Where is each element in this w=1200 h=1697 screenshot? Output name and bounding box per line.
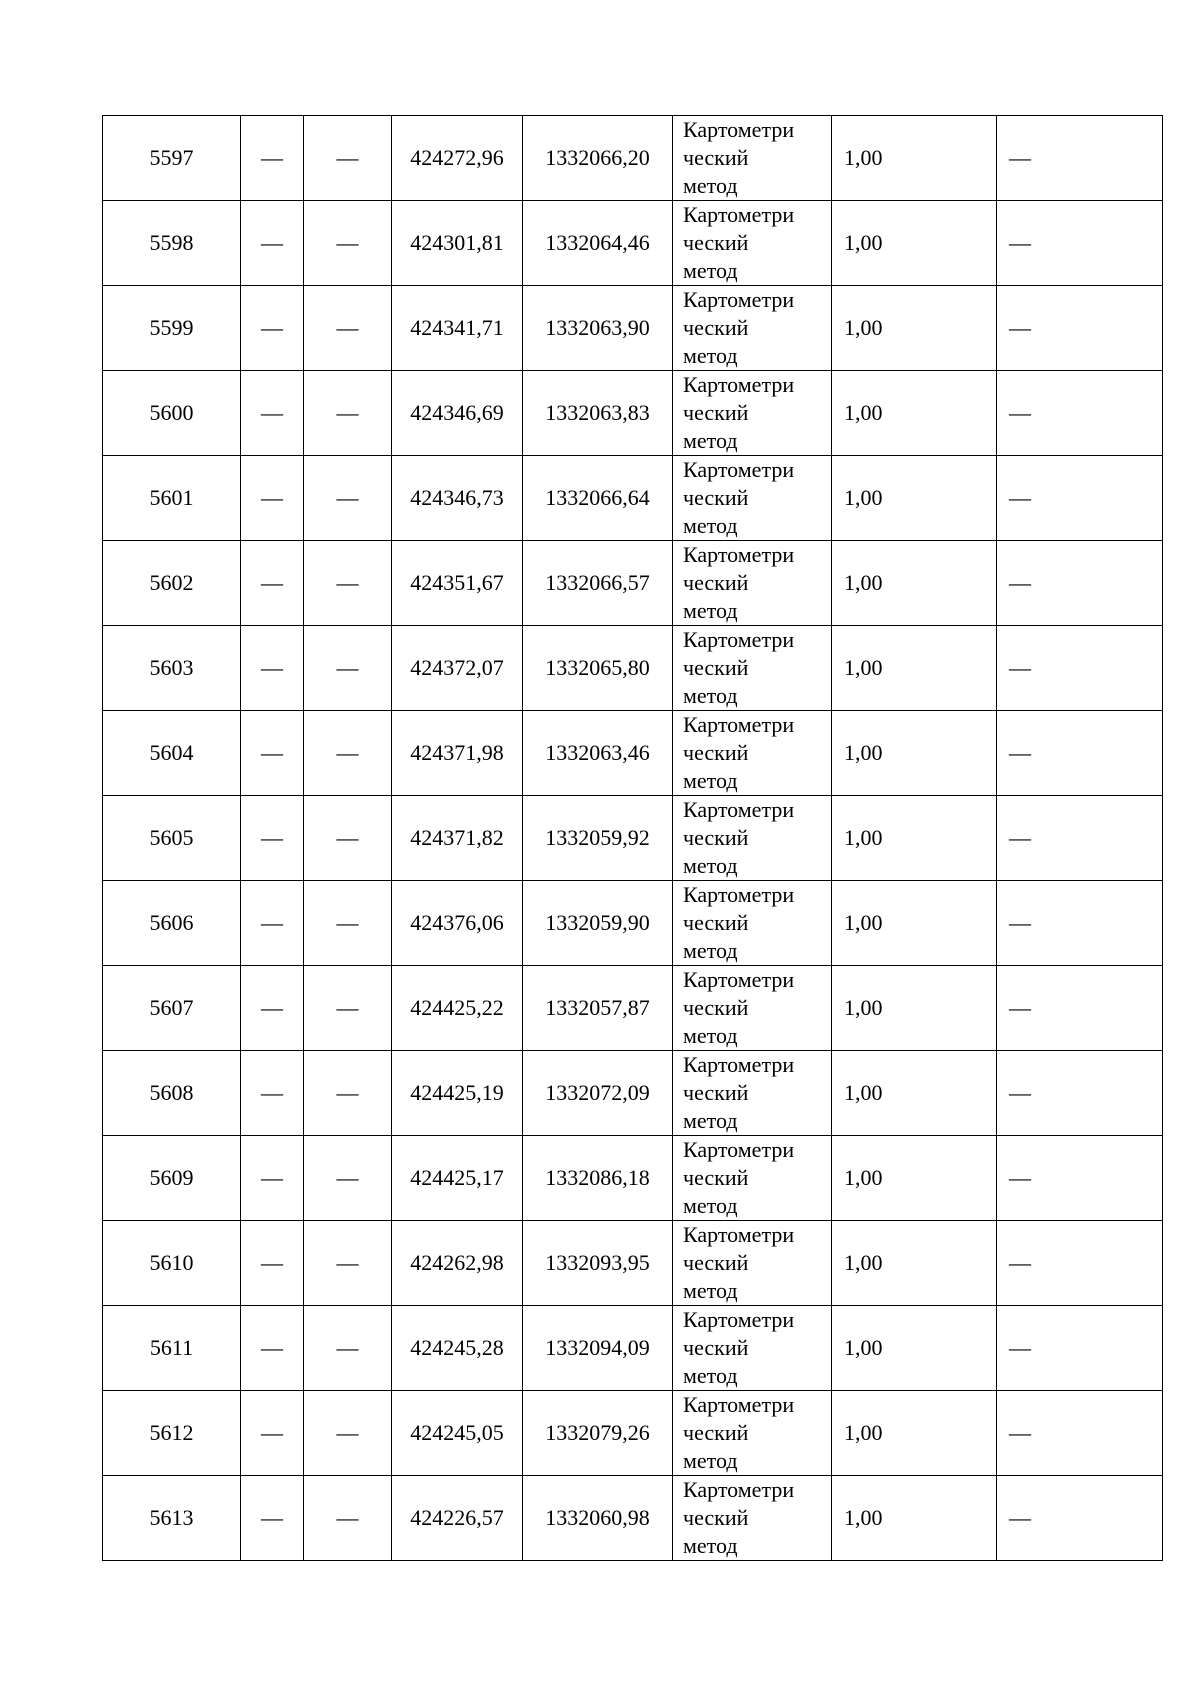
method-line: ческий (683, 230, 749, 255)
method-cell (673, 1051, 832, 1136)
method-line: ческий (683, 400, 749, 425)
method-line: ческий (683, 1250, 749, 1275)
table-row (103, 1391, 1163, 1476)
empty-value-cell: — (304, 966, 392, 1051)
empty-value-cell: — (997, 966, 1163, 1051)
x-coordinate-cell: 424371,98 (392, 711, 523, 796)
table-row (103, 626, 1163, 711)
empty-value-cell: — (304, 626, 392, 711)
method-line: метод (683, 938, 738, 963)
empty-value-cell: — (241, 966, 304, 1051)
x-coordinate-cell: 424245,05 (392, 1391, 523, 1476)
table-row (103, 286, 1163, 371)
empty-value-cell: — (997, 1221, 1163, 1306)
method-line: Картометри (683, 117, 795, 142)
x-coordinate-cell: 424346,69 (392, 371, 523, 456)
method-cell (673, 456, 832, 541)
empty-value-cell: — (997, 796, 1163, 881)
accuracy-cell: 1,00 (832, 201, 997, 286)
empty-value-cell: — (304, 201, 392, 286)
empty-value-cell: — (241, 626, 304, 711)
method-cell (673, 796, 832, 881)
x-coordinate-cell: 424425,17 (392, 1136, 523, 1221)
method-line: Картометри (683, 1052, 795, 1077)
empty-value-cell: — (241, 541, 304, 626)
method-line: Картометри (683, 882, 795, 907)
method-line: ческий (683, 485, 749, 510)
empty-value-cell: — (304, 286, 392, 371)
point-number-cell: 5599 (103, 286, 241, 371)
method-cell (673, 966, 832, 1051)
method-line: ческий (683, 655, 749, 680)
y-coordinate-cell: 1332066,64 (523, 456, 673, 541)
method-line: ческий (683, 1165, 749, 1190)
method-line: метод (683, 768, 738, 793)
empty-value-cell: — (997, 201, 1163, 286)
point-number-cell: 5613 (103, 1476, 241, 1561)
empty-value-cell: — (997, 1051, 1163, 1136)
method-line: Картометри (683, 967, 795, 992)
method-line: метод (683, 343, 738, 368)
method-cell (673, 881, 832, 966)
empty-value-cell: — (304, 1476, 392, 1561)
table-row (103, 881, 1163, 966)
method-line: метод (683, 1363, 738, 1388)
method-line: Картометри (683, 797, 795, 822)
method-line: метод (683, 1448, 738, 1473)
empty-value-cell: — (241, 1306, 304, 1391)
x-coordinate-cell: 424376,06 (392, 881, 523, 966)
accuracy-cell: 1,00 (832, 881, 997, 966)
method-line: метод (683, 173, 738, 198)
method-cell (673, 371, 832, 456)
method-cell (673, 286, 832, 371)
method-line: Картометри (683, 712, 795, 737)
y-coordinate-cell: 1332079,26 (523, 1391, 673, 1476)
method-line: метод (683, 1023, 738, 1048)
empty-value-cell: — (997, 1306, 1163, 1391)
empty-value-cell: — (241, 371, 304, 456)
point-number-cell: 5605 (103, 796, 241, 881)
empty-value-cell: — (304, 711, 392, 796)
accuracy-cell: 1,00 (832, 541, 997, 626)
accuracy-cell: 1,00 (832, 371, 997, 456)
accuracy-cell: 1,00 (832, 1136, 997, 1221)
table-row (103, 711, 1163, 796)
method-cell (673, 1221, 832, 1306)
x-coordinate-cell: 424245,28 (392, 1306, 523, 1391)
point-number-cell: 5601 (103, 456, 241, 541)
method-cell (673, 541, 832, 626)
table-body (103, 116, 1163, 1561)
method-line: метод (683, 513, 738, 538)
point-number-cell: 5609 (103, 1136, 241, 1221)
point-number-cell: 5598 (103, 201, 241, 286)
x-coordinate-cell: 424272,96 (392, 116, 523, 201)
x-coordinate-cell: 424341,71 (392, 286, 523, 371)
x-coordinate-cell: 424371,82 (392, 796, 523, 881)
method-line: Картометри (683, 542, 795, 567)
accuracy-cell: 1,00 (832, 626, 997, 711)
point-number-cell: 5607 (103, 966, 241, 1051)
x-coordinate-cell: 424301,81 (392, 201, 523, 286)
method-line: ческий (683, 1420, 749, 1445)
method-line: Картометри (683, 627, 795, 652)
method-line: ческий (683, 570, 749, 595)
table-row (103, 116, 1163, 201)
empty-value-cell: — (241, 201, 304, 286)
table-row (103, 1221, 1163, 1306)
method-cell (673, 1391, 832, 1476)
method-cell (673, 711, 832, 796)
empty-value-cell: — (997, 1391, 1163, 1476)
method-line: ческий (683, 1505, 749, 1530)
accuracy-cell: 1,00 (832, 1476, 997, 1561)
method-line: ческий (683, 910, 749, 935)
y-coordinate-cell: 1332094,09 (523, 1306, 673, 1391)
method-line: ческий (683, 1080, 749, 1105)
coordinates-table (102, 115, 1163, 1561)
empty-value-cell: — (997, 881, 1163, 966)
y-coordinate-cell: 1332072,09 (523, 1051, 673, 1136)
method-cell (673, 626, 832, 711)
method-line: ческий (683, 825, 749, 850)
empty-value-cell: — (997, 626, 1163, 711)
accuracy-cell: 1,00 (832, 116, 997, 201)
x-coordinate-cell: 424372,07 (392, 626, 523, 711)
method-cell (673, 116, 832, 201)
method-line: метод (683, 258, 738, 283)
table-row (103, 1306, 1163, 1391)
empty-value-cell: — (241, 116, 304, 201)
method-line: метод (683, 1278, 738, 1303)
empty-value-cell: — (997, 371, 1163, 456)
y-coordinate-cell: 1332065,80 (523, 626, 673, 711)
empty-value-cell: — (304, 541, 392, 626)
point-number-cell: 5610 (103, 1221, 241, 1306)
point-number-cell: 5611 (103, 1306, 241, 1391)
empty-value-cell: — (997, 1136, 1163, 1221)
method-line: ческий (683, 740, 749, 765)
table-row (103, 201, 1163, 286)
accuracy-cell: 1,00 (832, 456, 997, 541)
empty-value-cell: — (304, 1051, 392, 1136)
x-coordinate-cell: 424425,19 (392, 1051, 523, 1136)
table-row (103, 456, 1163, 541)
empty-value-cell: — (997, 711, 1163, 796)
empty-value-cell: — (241, 881, 304, 966)
method-line: Картометри (683, 1477, 795, 1502)
y-coordinate-cell: 1332063,90 (523, 286, 673, 371)
table-row (103, 1051, 1163, 1136)
y-coordinate-cell: 1332063,46 (523, 711, 673, 796)
method-cell (673, 201, 832, 286)
method-line: Картометри (683, 1222, 795, 1247)
x-coordinate-cell: 424226,57 (392, 1476, 523, 1561)
point-number-cell: 5603 (103, 626, 241, 711)
accuracy-cell: 1,00 (832, 1051, 997, 1136)
y-coordinate-cell: 1332066,20 (523, 116, 673, 201)
empty-value-cell: — (241, 286, 304, 371)
accuracy-cell: 1,00 (832, 711, 997, 796)
empty-value-cell: — (304, 1306, 392, 1391)
empty-value-cell: — (997, 456, 1163, 541)
method-line: ческий (683, 995, 749, 1020)
empty-value-cell: — (241, 796, 304, 881)
y-coordinate-cell: 1332057,87 (523, 966, 673, 1051)
method-line: Картометри (683, 1392, 795, 1417)
empty-value-cell: — (304, 1221, 392, 1306)
method-line: метод (683, 1193, 738, 1218)
method-line: Картометри (683, 1137, 795, 1162)
empty-value-cell: — (241, 456, 304, 541)
empty-value-cell: — (304, 456, 392, 541)
x-coordinate-cell: 424425,22 (392, 966, 523, 1051)
y-coordinate-cell: 1332059,92 (523, 796, 673, 881)
y-coordinate-cell: 1332066,57 (523, 541, 673, 626)
y-coordinate-cell: 1332059,90 (523, 881, 673, 966)
method-line: Картометри (683, 457, 795, 482)
point-number-cell: 5604 (103, 711, 241, 796)
method-line: Картометри (683, 1307, 795, 1332)
empty-value-cell: — (997, 1476, 1163, 1561)
method-line: Картометри (683, 202, 795, 227)
empty-value-cell: — (241, 711, 304, 796)
accuracy-cell: 1,00 (832, 1221, 997, 1306)
empty-value-cell: — (304, 881, 392, 966)
y-coordinate-cell: 1332086,18 (523, 1136, 673, 1221)
method-cell (673, 1136, 832, 1221)
empty-value-cell: — (304, 1391, 392, 1476)
point-number-cell: 5597 (103, 116, 241, 201)
method-line: ческий (683, 1335, 749, 1360)
method-line: Картометри (683, 372, 795, 397)
empty-value-cell: — (304, 371, 392, 456)
x-coordinate-cell: 424351,67 (392, 541, 523, 626)
accuracy-cell: 1,00 (832, 1306, 997, 1391)
accuracy-cell: 1,00 (832, 796, 997, 881)
y-coordinate-cell: 1332063,83 (523, 371, 673, 456)
point-number-cell: 5600 (103, 371, 241, 456)
table-row (103, 1476, 1163, 1561)
x-coordinate-cell: 424262,98 (392, 1221, 523, 1306)
method-line: метод (683, 598, 738, 623)
table-row (103, 371, 1163, 456)
accuracy-cell: 1,00 (832, 286, 997, 371)
method-line: ческий (683, 315, 749, 340)
accuracy-cell: 1,00 (832, 966, 997, 1051)
table-row (103, 541, 1163, 626)
method-line: метод (683, 428, 738, 453)
method-line: Картометри (683, 287, 795, 312)
point-number-cell: 5606 (103, 881, 241, 966)
empty-value-cell: — (304, 116, 392, 201)
accuracy-cell: 1,00 (832, 1391, 997, 1476)
method-cell (673, 1476, 832, 1561)
method-line: метод (683, 683, 738, 708)
method-line: метод (683, 1533, 738, 1558)
empty-value-cell: — (241, 1051, 304, 1136)
empty-value-cell: — (241, 1136, 304, 1221)
table-row (103, 796, 1163, 881)
y-coordinate-cell: 1332064,46 (523, 201, 673, 286)
method-line: метод (683, 853, 738, 878)
method-line: ческий (683, 145, 749, 170)
x-coordinate-cell: 424346,73 (392, 456, 523, 541)
empty-value-cell: — (997, 541, 1163, 626)
method-cell (673, 1306, 832, 1391)
empty-value-cell: — (304, 796, 392, 881)
point-number-cell: 5608 (103, 1051, 241, 1136)
empty-value-cell: — (997, 286, 1163, 371)
y-coordinate-cell: 1332060,98 (523, 1476, 673, 1561)
empty-value-cell: — (241, 1476, 304, 1561)
point-number-cell: 5602 (103, 541, 241, 626)
table-row (103, 966, 1163, 1051)
empty-value-cell: — (304, 1136, 392, 1221)
empty-value-cell: — (241, 1221, 304, 1306)
point-number-cell: 5612 (103, 1391, 241, 1476)
y-coordinate-cell: 1332093,95 (523, 1221, 673, 1306)
empty-value-cell: — (997, 116, 1163, 201)
empty-value-cell: — (241, 1391, 304, 1476)
method-line: метод (683, 1108, 738, 1133)
table-row (103, 1136, 1163, 1221)
